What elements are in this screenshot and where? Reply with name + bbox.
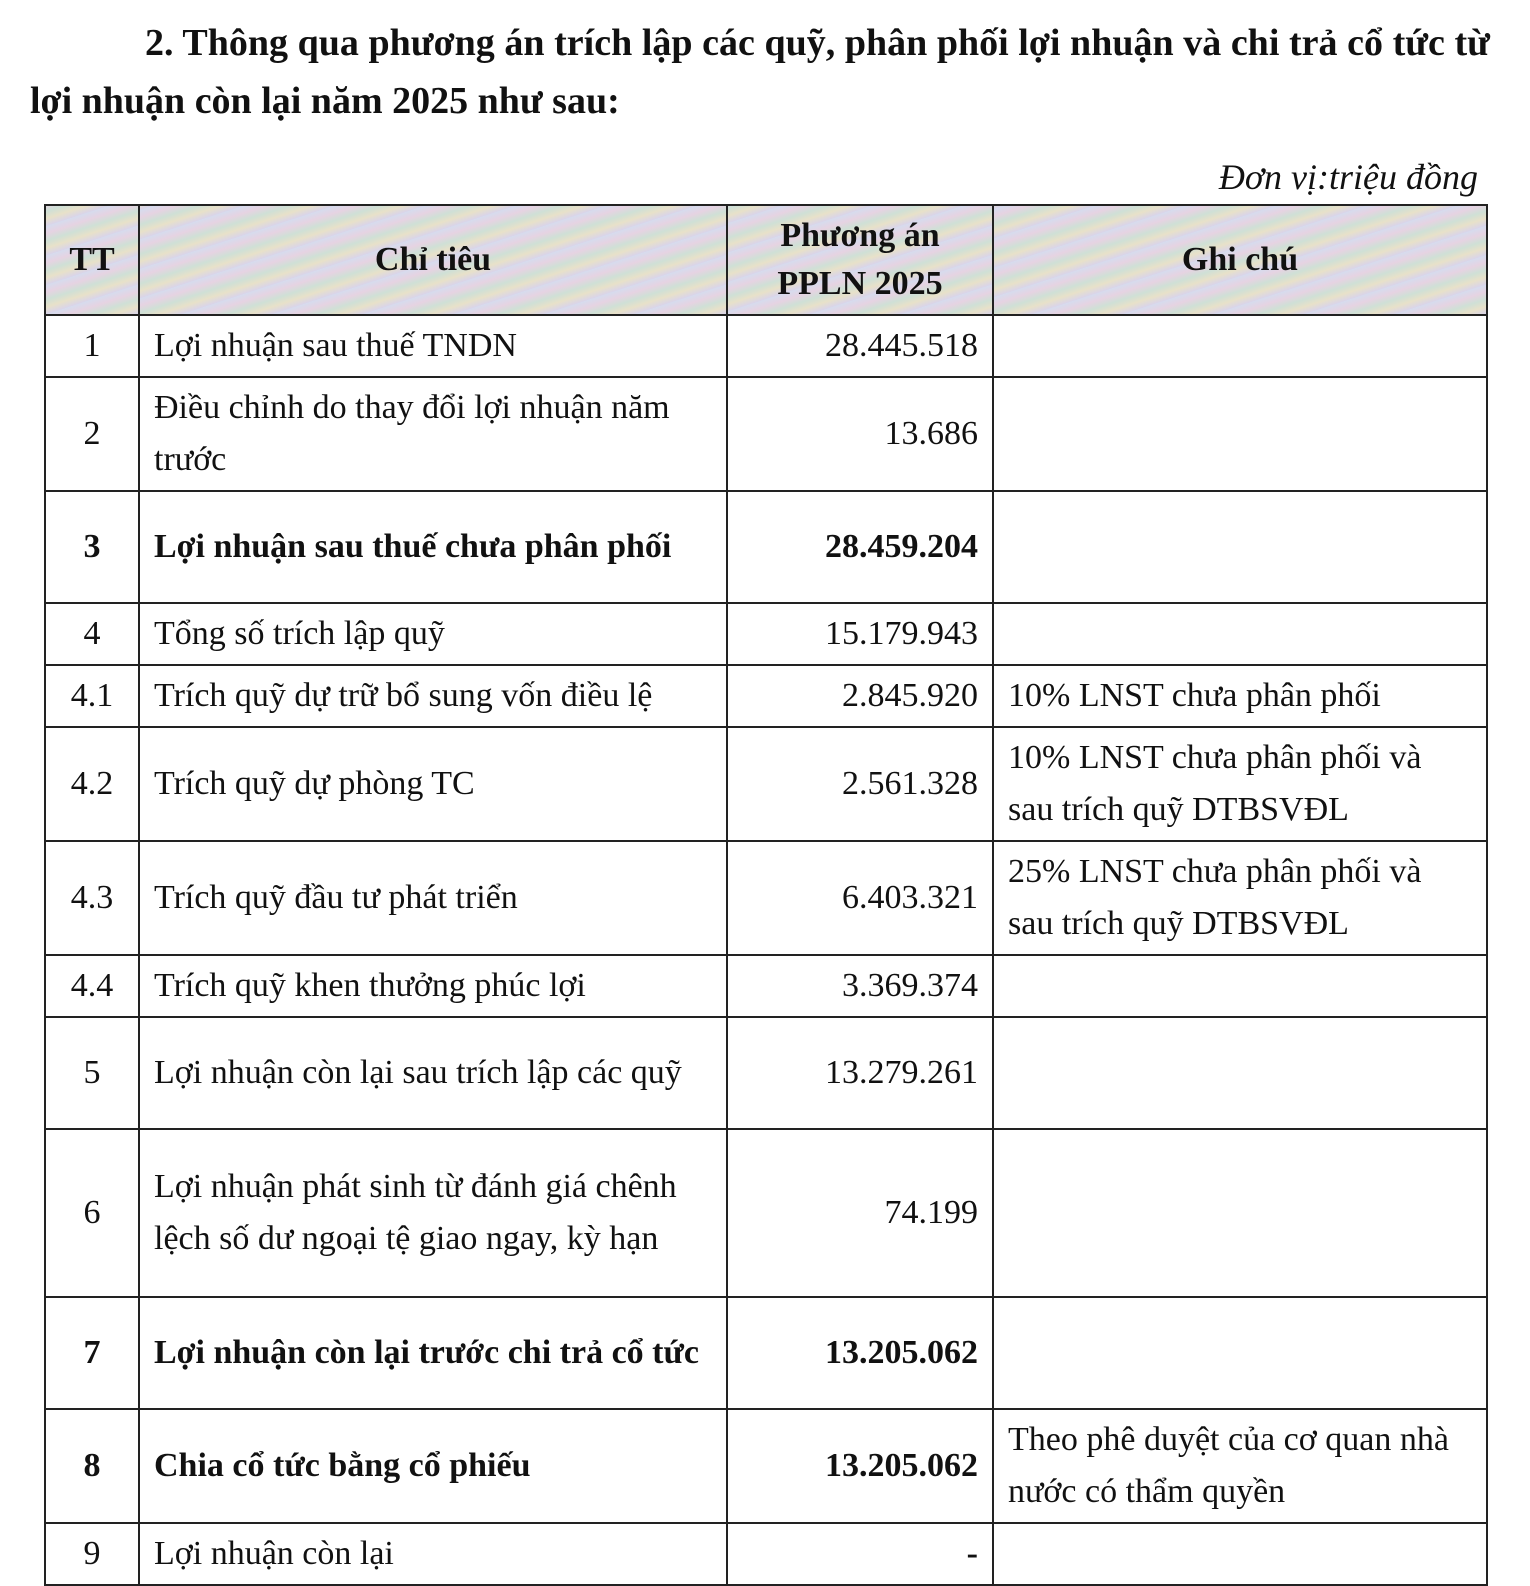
row-tt: 9	[45, 1523, 139, 1585]
row-value: 74.199	[727, 1129, 993, 1297]
row-item: Lợi nhuận sau thuế chưa phân phối	[139, 491, 727, 603]
row-note	[993, 1523, 1487, 1585]
row-value: 2.561.328	[727, 727, 993, 841]
row-note: Theo phê duyệt của cơ quan nhà nước có thẩm quyền	[993, 1409, 1487, 1523]
table-row	[45, 1017, 1487, 1129]
header-plan	[727, 205, 993, 315]
row-note	[993, 1129, 1487, 1297]
row-tt: 4.3	[45, 841, 139, 955]
row-note: 25% LNST chưa phân phối và sau trích quỹ DTBSVĐL	[993, 841, 1487, 955]
row-item: Trích quỹ đầu tư phát triển	[139, 841, 727, 955]
row-item: Lợi nhuận còn lại	[139, 1523, 727, 1585]
section-heading: 2. Thông qua phương án trích lập các quỹ, phân phối lợi nhuận và chi trả cổ tức từ lợi nhuận còn lại năm 2025 như sau:	[30, 22, 1490, 122]
row-item: Trích quỹ khen thưởng phúc lợi	[139, 955, 727, 1017]
table-row	[45, 1297, 1487, 1409]
row-note: 10% LNST chưa phân phối và sau trích quỹ DTBSVĐL	[993, 727, 1487, 841]
unit-label: Đơn vị:triệu đồng	[1218, 157, 1478, 197]
row-value: -	[727, 1523, 993, 1585]
row-note	[993, 491, 1487, 603]
row-tt: 1	[45, 315, 139, 377]
row-note	[993, 603, 1487, 665]
table-row	[45, 491, 1487, 603]
row-note	[993, 377, 1487, 491]
header-item: Chỉ tiêu	[139, 205, 727, 315]
profit-distribution-table	[44, 204, 1488, 1586]
row-tt: 4.4	[45, 955, 139, 1017]
row-value: 28.459.204	[727, 491, 993, 603]
row-item: Chia cổ tức bằng cổ phiếu	[139, 1409, 727, 1523]
row-value: 13.279.261	[727, 1017, 993, 1129]
header-note: Ghi chú	[993, 205, 1487, 315]
table-row	[45, 377, 1487, 491]
row-tt: 4.1	[45, 665, 139, 727]
header-tt: TT	[45, 205, 139, 315]
row-value: 6.403.321	[727, 841, 993, 955]
row-value: 13.205.062	[727, 1297, 993, 1409]
row-value: 15.179.943	[727, 603, 993, 665]
table-row	[45, 841, 1487, 955]
row-item: Tổng số trích lập quỹ	[139, 603, 727, 665]
table-row	[45, 603, 1487, 665]
header-plan-line1: Phương án	[780, 217, 940, 254]
table-row	[45, 1129, 1487, 1297]
row-item: Lợi nhuận còn lại sau trích lập các quỹ	[139, 1017, 727, 1129]
table-row	[45, 665, 1487, 727]
row-value: 3.369.374	[727, 955, 993, 1017]
row-value: 28.445.518	[727, 315, 993, 377]
row-tt: 6	[45, 1129, 139, 1297]
row-note	[993, 315, 1487, 377]
row-item: Trích quỹ dự phòng TC	[139, 727, 727, 841]
header-plan-line2: PPLN 2025	[777, 265, 943, 302]
row-note	[993, 955, 1487, 1017]
row-tt: 5	[45, 1017, 139, 1129]
table-header-row	[45, 205, 1487, 315]
row-tt: 7	[45, 1297, 139, 1409]
row-value: 13.205.062	[727, 1409, 993, 1523]
row-note	[993, 1017, 1487, 1129]
row-item: Lợi nhuận còn lại trước chi trả cổ tức	[139, 1297, 727, 1409]
row-note	[993, 1297, 1487, 1409]
row-item: Lợi nhuận sau thuế TNDN	[139, 315, 727, 377]
row-value: 13.686	[727, 377, 993, 491]
table-row	[45, 727, 1487, 841]
row-tt: 2	[45, 377, 139, 491]
row-item: Trích quỹ dự trữ bổ sung vốn điều lệ	[139, 665, 727, 727]
row-note: 10% LNST chưa phân phối	[993, 665, 1487, 727]
row-tt: 8	[45, 1409, 139, 1523]
row-tt: 4.2	[45, 727, 139, 841]
table-row	[45, 955, 1487, 1017]
table-row	[45, 1523, 1487, 1585]
row-item: Lợi nhuận phát sinh từ đánh giá chênh lệch số dư ngoại tệ giao ngay, kỳ hạn	[139, 1129, 727, 1297]
row-tt: 3	[45, 491, 139, 603]
row-tt: 4	[45, 603, 139, 665]
row-item: Điều chỉnh do thay đổi lợi nhuận năm trước	[139, 377, 727, 491]
row-value: 2.845.920	[727, 665, 993, 727]
table-row	[45, 315, 1487, 377]
table-row	[45, 1409, 1487, 1523]
